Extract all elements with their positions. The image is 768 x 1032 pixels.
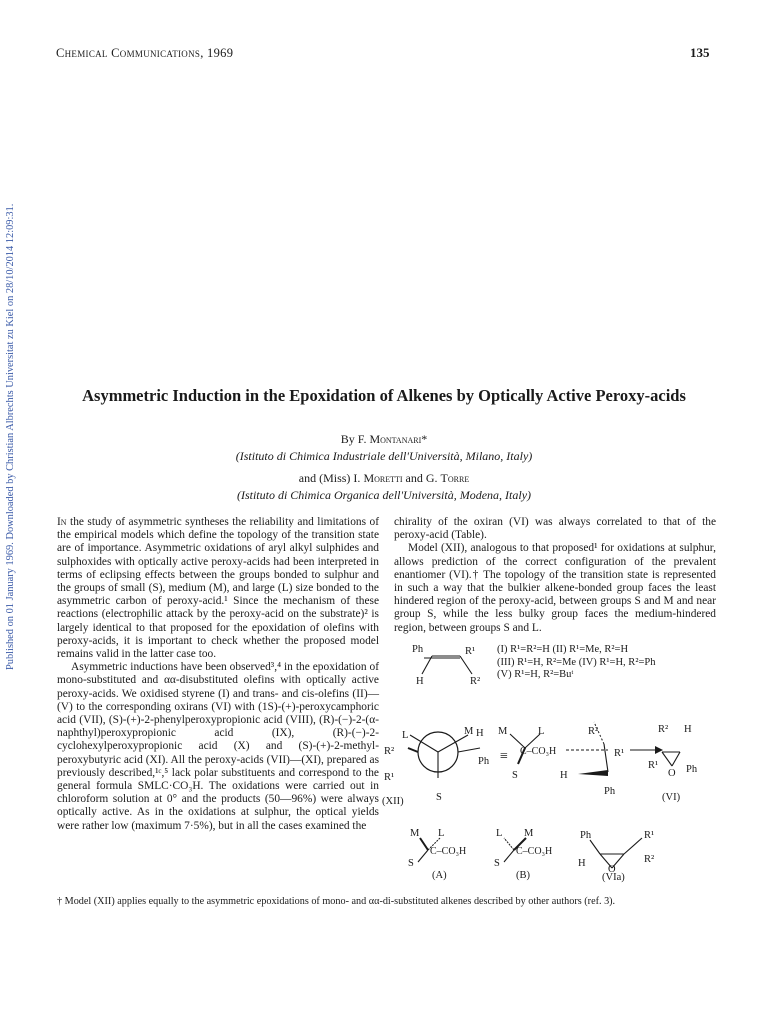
- co3h-label-b: C–CO₃H: [516, 846, 553, 857]
- svg-text:H: H: [684, 724, 692, 735]
- svg-text:S: S: [494, 858, 500, 869]
- svg-text:Ph: Ph: [604, 786, 616, 797]
- svg-text:M: M: [524, 828, 534, 839]
- svg-text:L: L: [538, 726, 545, 737]
- journal-header: Chemical Communications, 1969: [56, 46, 234, 60]
- olefin-ph-label: Ph: [412, 644, 424, 655]
- left-column: [57, 516, 379, 833]
- left-paragraph-2: Asymmetric inductions have been observed³,⁴ in the epoxidation of mono-substituted and αα-disubstituted olefins with optically active peroxy-acids. We oxidised styrene (I) and trans- and cis-olefins (II)—(V) to the corresponding oxirans (VI) with (1S)-(+)-peroxycamphoric acid (VII), (S)-(+)-2-phenylperoxypropionic acid (VIII), (R)-(−)-2-(α-naphthyl)peroxypropionic acid (IX), (R)-(−)-2-cyclohexylperoxypropionic acid (X) and (S)-(+)-2-methyl-peroxybutyric acid (XI). All the peroxy-acids (VII)—(XI), prepared as previously described,¹ᶜ,⁵ lack polar substituents and correspond to the general formula SMLC·CO₃H. The oxidations were carried out in chloroform solution at 0° and the products (50—96%) were always optically active. As in the oxidations at sulphur, the optical yields were rather low (maximum 7·5%), but in all the cases examined the: [57, 661, 379, 832]
- right-column: [394, 516, 716, 635]
- substituent-definitions: [497, 644, 655, 682]
- right-paragraph-1: chirality of the oxiran (VI) was always correlated to that of the peroxy-acid (Table).: [394, 516, 716, 542]
- svg-text:R¹: R¹: [614, 748, 625, 759]
- structure-a: [408, 828, 466, 881]
- svg-text:R²: R²: [658, 724, 669, 735]
- co3h-label-a: C–CO₃H: [430, 846, 467, 857]
- definition-line: (I) R¹=R²=H (II) R¹=Me, R²=H: [497, 644, 629, 655]
- svg-text:Ph: Ph: [686, 764, 698, 775]
- oxiran-via: [578, 830, 654, 883]
- svg-text:≡: ≡: [500, 749, 508, 764]
- download-notice[interactable]: [4, 150, 24, 670]
- reaction-scheme: [380, 720, 720, 890]
- svg-text:R²: R²: [644, 854, 655, 865]
- svg-text:H: H: [578, 858, 586, 869]
- affiliation-2: (Istituto di Chimica Organica dell'Università, Modena, Italy): [236, 488, 532, 502]
- svg-text:M: M: [410, 828, 420, 839]
- article-title: Asymmetric Induction in the Epoxidation of Alkenes by Optically Active Peroxy-acids: [82, 386, 686, 405]
- svg-text:H: H: [560, 770, 568, 781]
- page-number: 135: [690, 45, 710, 60]
- author-line-2: and (Miss) I. Moretti and G. Torre: [298, 471, 470, 485]
- svg-text:C–CO₃H: C–CO₃H: [520, 746, 557, 757]
- peroxy-acid-middle: [498, 720, 624, 797]
- author-line-1: By F. Montanari*: [340, 432, 428, 446]
- olefin-h-label: H: [416, 676, 424, 687]
- label-via: (VIa): [602, 872, 625, 883]
- olefin-r2-label: R²: [470, 676, 481, 687]
- label-b: (B): [516, 870, 530, 881]
- svg-text:S: S: [512, 770, 518, 781]
- oxiran-vi: [648, 724, 698, 803]
- affiliation-1: (Istituto di Chimica Industriale dell'Università, Milano, Italy): [235, 449, 533, 463]
- model-xii: [382, 726, 490, 807]
- olefin-r1-label: R¹: [465, 646, 476, 657]
- svg-text:R¹: R¹: [384, 772, 395, 783]
- right-paragraph-2: Model (XII), analogous to that proposed¹ for oxidations at sulphur, allows prediction of the correct configuration of the prevalent enantiomer (VI).† The topology of the transition state is represented in such a way that the bulkier alkene-bonded group faces the least hindered region of the peroxy-acid, between groups S and M and near group S, while the less bulky group faces the medium-hindered region, between groups S and L.: [394, 542, 716, 634]
- structure-b: [494, 828, 552, 881]
- label-vi: (VI): [662, 792, 681, 803]
- svg-text:R²: R²: [384, 746, 395, 757]
- download-notice-text[interactable]: Published on 01 January 1969. Downloaded by Christian Albrechts Universitat zu Kiel on 28/10/2014 12:09:31.: [5, 203, 16, 670]
- svg-text:O: O: [608, 864, 616, 875]
- svg-text:L: L: [402, 730, 409, 741]
- olefin-structure: [410, 640, 500, 692]
- svg-text:M: M: [498, 726, 508, 737]
- svg-text:Ph: Ph: [478, 756, 490, 767]
- label-a: (A): [432, 870, 447, 881]
- svg-text:R²: R²: [588, 726, 599, 737]
- svg-text:M: M: [464, 726, 474, 737]
- svg-text:S: S: [436, 792, 442, 803]
- definition-line: (III) R¹=H, R²=Me (IV) R¹=H, R²=Ph: [497, 656, 656, 668]
- definition-line: (V) R¹=H, R²=Buᵗ: [497, 669, 574, 680]
- svg-text:R¹: R¹: [644, 830, 655, 841]
- footnote: † Model (XII) applies equally to the asymmetric epoxidations of mono- and αα-di-substituted alkenes described by other authors (ref. 3).: [57, 896, 616, 907]
- left-paragraph-1: In the study of asymmetric syntheses the reliability and limitations of the empirical models which define the topology of the transition state are of importance. Asymmetric oxidations of aryl alkyl sulphides and sulphoxides with optically active peroxy-acids had been interpreted in terms of eclipsing effects between the groups bonded to sulphur and the groups of small (S), medium (M), and large (L) size bonded to the asymmetric carbon of peroxy-acid.¹ Since the mechanism of these reactions (electrophilic attack by the peroxy-acid on the substrate)² is largely identical to that proposed for the epoxidation of olefins with peroxy-acids, it is important to check whether the proposed model remains valid in the latter case too.: [57, 516, 379, 661]
- svg-text:L: L: [438, 828, 445, 839]
- svg-text:R¹: R¹: [648, 760, 659, 771]
- svg-text:Ph: Ph: [580, 830, 592, 841]
- svg-text:O: O: [668, 768, 676, 779]
- label-xii: (XII): [382, 796, 404, 807]
- svg-text:H: H: [476, 728, 484, 739]
- svg-text:L: L: [496, 828, 503, 839]
- svg-text:S: S: [408, 858, 414, 869]
